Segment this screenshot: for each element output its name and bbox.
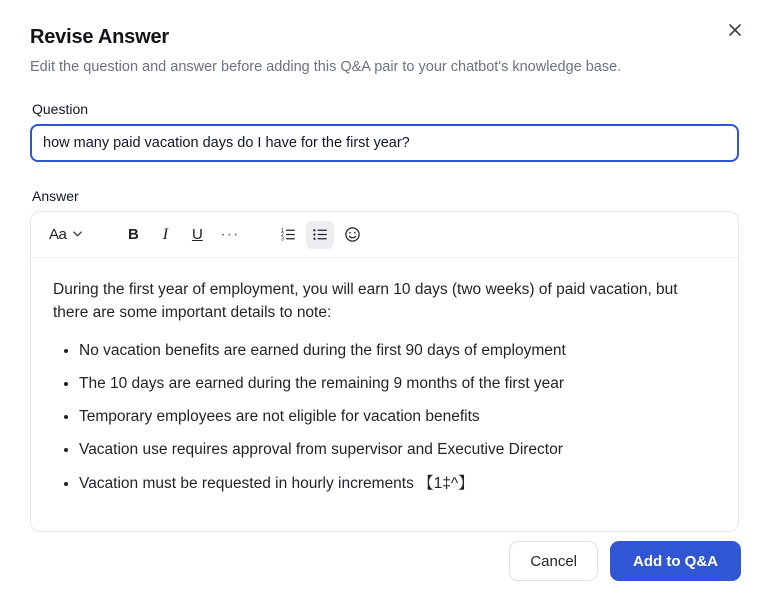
modal-footer [509, 541, 741, 581]
question-input[interactable] [30, 124, 739, 162]
svg-text:1: 1 [280, 227, 284, 234]
list-item: • The 10 days are earned during the remaining 9 months of the first year [79, 372, 716, 395]
answer-paragraph: During the first year of employment, you will earn 10 days (two weeks) of paid vacation, but there are some important details to note: [53, 281, 678, 322]
cancel-button[interactable]: Cancel [509, 541, 598, 581]
add-to-qa-button[interactable]: Add to Q&A [610, 541, 741, 581]
answer-label: Answer [32, 188, 79, 204]
text-style-label: Aa [49, 226, 67, 243]
italic-button[interactable]: I [151, 221, 179, 249]
underline-button[interactable]: U [183, 221, 211, 249]
bullet-list-icon[interactable] [306, 221, 334, 249]
answer-bullet-list [53, 339, 716, 495]
more-formatting-button[interactable]: ··· [215, 221, 244, 249]
emoji-icon[interactable] [338, 221, 366, 249]
page-title: Revise Answer [30, 26, 169, 48]
list-item: • Temporary employees are not eligible for vacation benefits [79, 405, 716, 428]
question-label: Question [32, 101, 89, 117]
answer-content[interactable] [31, 258, 738, 531]
list-item: • Vacation must be requested in hourly increments 【1‡^】 [79, 472, 716, 495]
close-icon[interactable] [721, 16, 749, 44]
svg-text:2: 2 [280, 232, 284, 239]
text-style-dropdown[interactable] [45, 221, 89, 249]
answer-editor [30, 211, 739, 532]
modal-subtitle: Edit the question and answer before adding this Q&A pair to your chatbot's knowledge base. [30, 59, 622, 75]
ordered-list-icon[interactable] [274, 221, 302, 249]
editor-toolbar [31, 212, 738, 258]
chevron-down-icon [72, 226, 83, 243]
svg-text:3: 3 [280, 236, 284, 243]
bold-button[interactable]: B [119, 221, 147, 249]
list-item: • Vacation use requires approval from supervisor and Executive Director [79, 438, 716, 461]
list-item: • No vacation benefits are earned during the first 90 days of employment [79, 339, 716, 362]
